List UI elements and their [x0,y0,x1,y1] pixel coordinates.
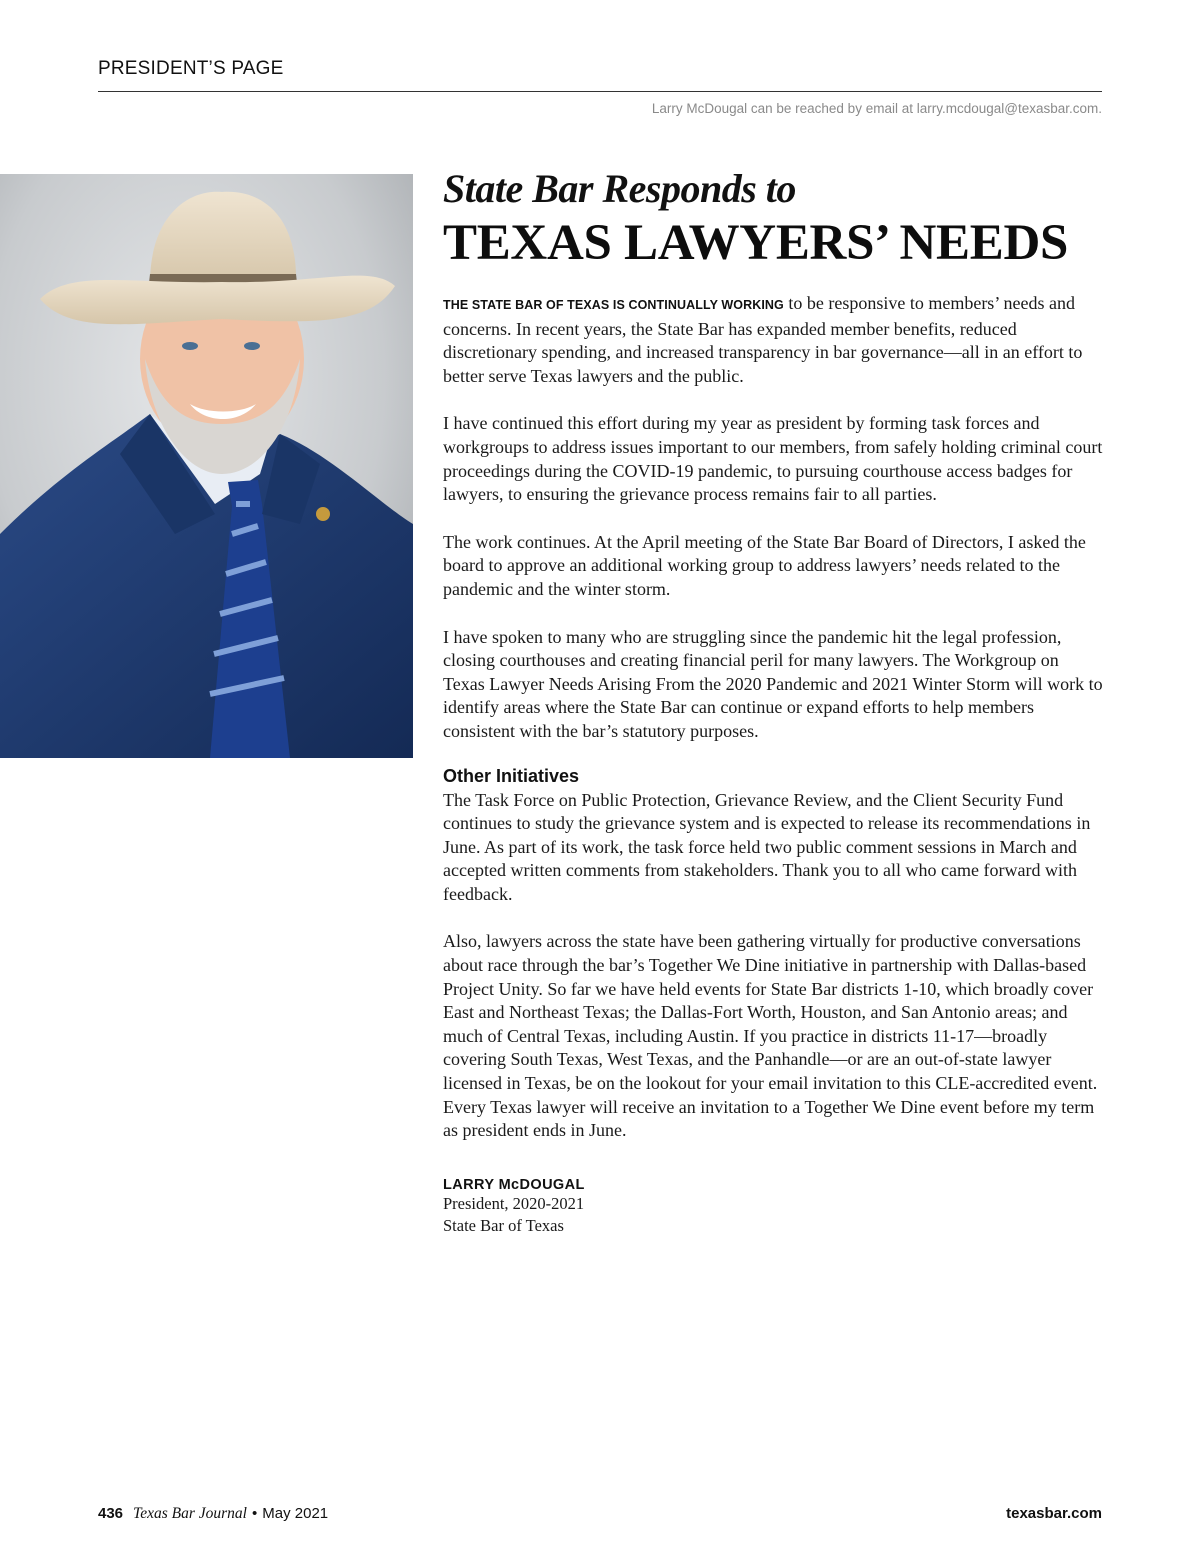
footer-site: texasbar.com [1006,1505,1102,1522]
signature-title: President, 2020-2021 [443,1193,585,1213]
paragraph-6: Also, lawyers across the state have been gathering virtually for productive conversations about race through the bar’s Together We Dine initiative in partnership with Dallas-based Project Unity. So far we have held events for State Bar districts 1-10, which broadly cover East and Northeast Texas; the Dallas-Fort Worth, Houston, and San Antonio areas; and much of Central Texas, including Austin. If you practice in districts 11-17—broadly covering South Texas, West Texas, and the Panhandle—or are an out-of-state lawyer licensed in Texas, be on the lookout for your email invitation to this CLE-accredited event. Every Texas lawyer will receive an invitation to a Together We Dine event before my term as president ends in June. [443,931,1098,1141]
paragraph-2: I have continued this effort during my year as president by forming task forces and workgroups to address issues important to our members, from safely holding criminal court proceedings during the COVID-19 pandemic, to pursuing courthouse access badges for lawyers, to ensuring the grievance process remains fair to all parties. [443,413,1103,505]
footer-bullet: • [252,1505,258,1522]
section-label: PRESIDENT’S PAGE [98,58,284,79]
journal-name: Texas Bar Journal [133,1505,247,1522]
paragraph-3: The work continues. At the April meeting of the State Bar Board of Directors, I asked the board to approve an additional working group to address lawyers’ needs related to the pandemic and the winter storm. [443,531,1086,599]
paragraph-4: I have spoken to many who are struggling since the pandemic hit the legal profession, closing courthouses and creating financial peril for many lawyers. The Workgroup on Texas Lawyer Needs Arising From the 2020 Pandemic and 2021 Winter Storm will work to identify areas where the State Bar can continue or expand efforts to help members consistent with the bar’s statutory purposes. [443,626,1103,741]
signature-name: LARRY McDOUGAL [443,1176,585,1193]
footer-folio [98,1505,328,1523]
lead-in: THE STATE BAR OF TEXAS IS CONTINUALLY WORKING [443,298,784,312]
paragraph-5: The Task Force on Public Protection, Grievance Review, and the Client Security Fund continues to study the grievance system and is expected to release its recommendations in June. As part of its work, the task force held two public comment sessions in March and accepted written comments from stakeholders. Thank you to all who came forward with feedback. [443,789,1091,904]
article [443,162,1103,1237]
subhead-other-initiatives: Other Initiatives [443,765,580,786]
article-headline: TEXAS LAWYERS’ NEEDS [443,215,1069,271]
signature-organization: State Bar of Texas [443,1215,564,1235]
author-portrait [0,174,413,758]
page-number: 436 [98,1505,124,1522]
issue-date: May 2021 [262,1505,329,1522]
contact-line: Larry McDougal can be reached by email at larry.mcdougal@texasbar.com. [651,101,1102,116]
article-body [443,292,1103,1143]
paragraph-1 [443,292,1103,388]
header-divider [98,91,1102,92]
paragraph-1-text: to be responsive to members’ needs and concerns. In recent years, the State Bar has expanded member benefits, reduced discretionary spending, and increased transparency in bar governance—all in an effort to better serve Texas lawyers and the public. [443,293,1083,386]
article-kicker: State Bar Responds to [443,166,796,211]
